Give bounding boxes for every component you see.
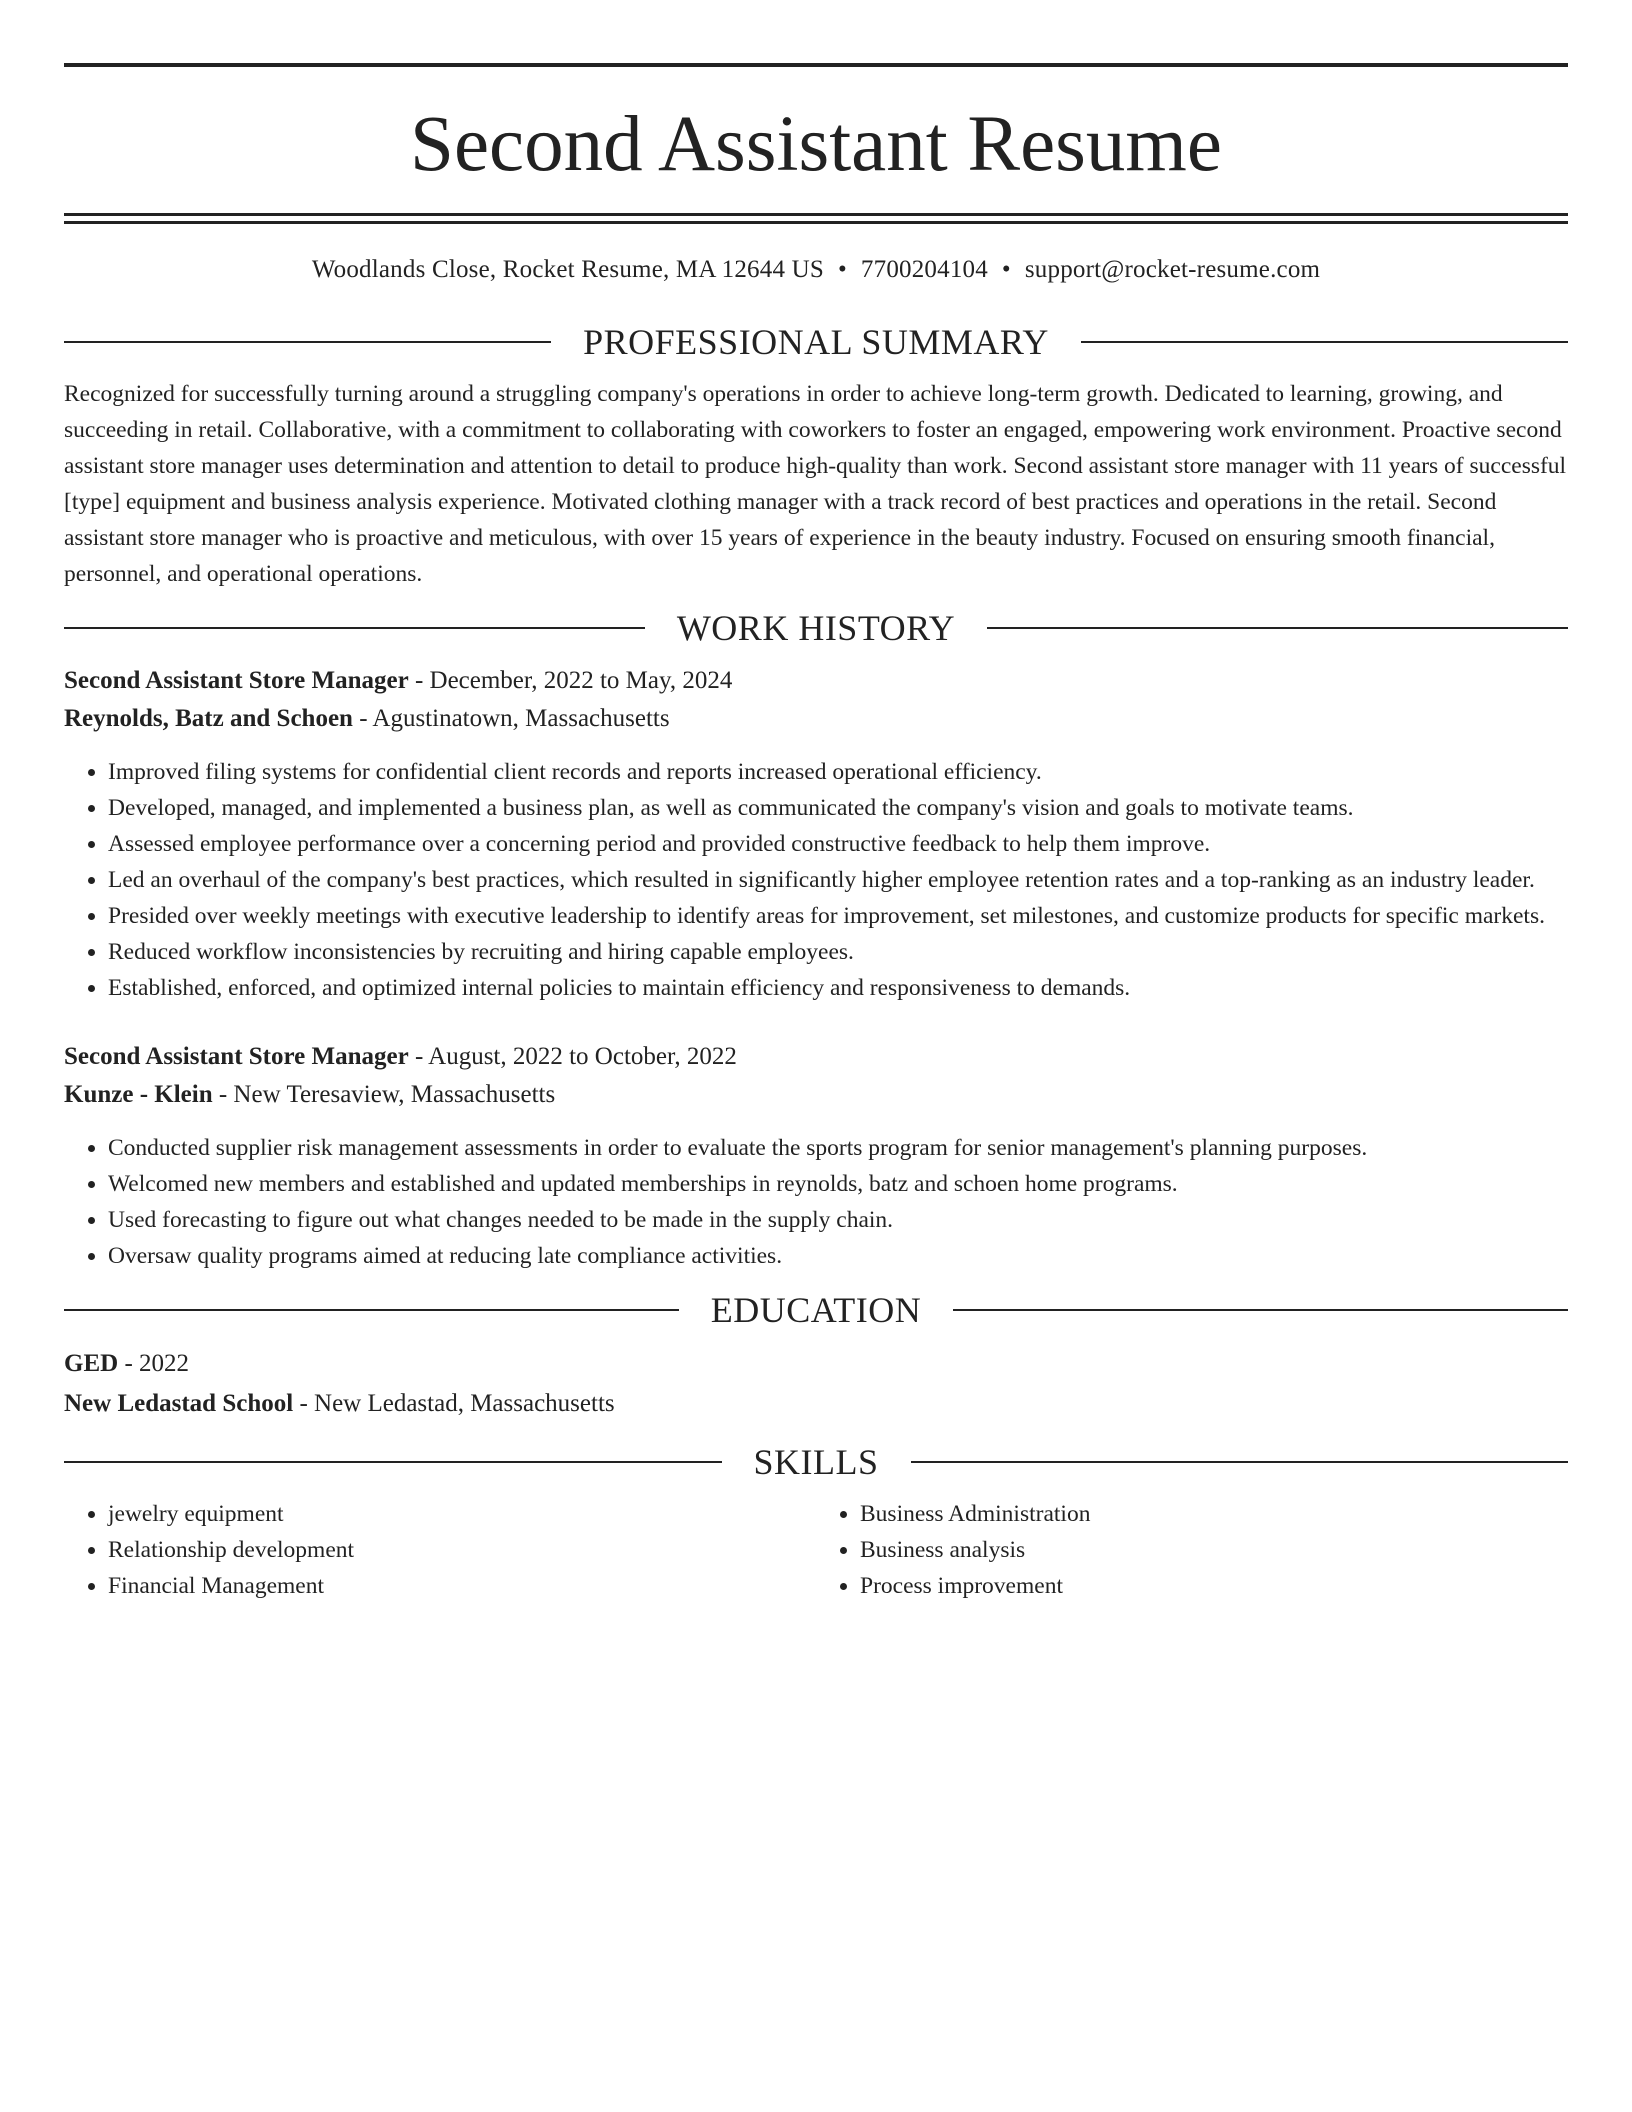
section-header-skills xyxy=(64,1440,1568,1484)
section-rule-left xyxy=(64,1461,722,1463)
list-item: • jewelry equipment xyxy=(108,1496,816,1532)
list-item: • Developed, managed, and implemented a business plan, as well as communicated the company's vision and goals to motivate teams. xyxy=(108,790,1568,826)
job-company-line xyxy=(64,1076,1568,1114)
list-item: • Financial Management xyxy=(108,1568,816,1604)
education-location: - New Ledastad, Massachusetts xyxy=(293,1390,615,1417)
job-role-line xyxy=(64,662,1568,700)
education-year: - 2022 xyxy=(118,1350,190,1377)
title-double-rule xyxy=(64,213,1568,224)
section-title-education: EDUCATION xyxy=(710,1290,922,1330)
list-item: • Assessed employee performance over a concerning period and provided constructive feedback to help them improve. xyxy=(108,826,1568,862)
contact-email: support@rocket-resume.com xyxy=(1024,256,1321,283)
job-role: Second Assistant Store Manager xyxy=(64,1043,409,1070)
section-title-skills: SKILLS xyxy=(753,1442,879,1482)
education-entry xyxy=(64,1344,1568,1424)
section-rule-right xyxy=(1081,341,1568,343)
job-entry xyxy=(64,1038,1568,1274)
skills-grid xyxy=(64,1496,1568,1604)
resume-title: Second Assistant Resume xyxy=(410,101,1222,188)
job-role: Second Assistant Store Manager xyxy=(64,667,409,694)
list-item: • Improved filing systems for confidential client records and reports increased operational efficiency. xyxy=(108,754,1568,790)
section-rule-right xyxy=(953,1309,1568,1311)
education-school-line xyxy=(64,1384,1568,1424)
job-bullet-list xyxy=(64,1130,1568,1274)
list-item: • Process improvement xyxy=(860,1568,1568,1604)
contact-separator: • xyxy=(1001,256,1011,283)
section-rule-right xyxy=(987,627,1568,629)
list-item: • Relationship development xyxy=(108,1532,816,1568)
list-item: • Conducted supplier risk management assessments in order to evaluate the sports program for senior management's planning purposes. xyxy=(108,1130,1568,1166)
job-company-line xyxy=(64,700,1568,738)
job-location: - New Teresaview, Massachusetts xyxy=(212,1081,556,1108)
section-header-education xyxy=(64,1288,1568,1332)
section-rule-left xyxy=(64,341,551,343)
job-company: Reynolds, Batz and Schoen xyxy=(64,705,353,732)
list-item: • Led an overhaul of the company's best practices, which resulted in significantly higher employee retention rates and a top-ranking as an industry leader. xyxy=(108,862,1568,898)
job-entry xyxy=(64,662,1568,1006)
job-bullet-list xyxy=(64,754,1568,1006)
job-dates: - August, 2022 to October, 2022 xyxy=(408,1043,737,1070)
section-header-summary xyxy=(64,320,1568,364)
job-dates: - December, 2022 to May, 2024 xyxy=(408,667,733,694)
contact-separator: • xyxy=(837,256,847,283)
skills-column-left xyxy=(64,1496,816,1604)
education-degree: GED xyxy=(64,1350,119,1377)
list-item: • Business analysis xyxy=(860,1532,1568,1568)
job-role-line xyxy=(64,1038,1568,1076)
section-rule-left xyxy=(64,1309,679,1311)
section-rule-right xyxy=(911,1461,1569,1463)
job-company: Kunze - Klein xyxy=(64,1081,213,1108)
top-rule xyxy=(64,63,1568,67)
list-item: • Presided over weekly meetings with executive leadership to identify areas for improvement, set milestones, and customize products for specific markets. xyxy=(108,898,1568,934)
list-item: • Reduced workflow inconsistencies by recruiting and hiring capable employees. xyxy=(108,934,1568,970)
contact-phone: 7700204104 xyxy=(860,256,988,283)
list-item: • Oversaw quality programs aimed at reducing late compliance activities. xyxy=(108,1238,1568,1274)
education-school: New Ledastad School xyxy=(64,1390,294,1417)
list-item: • Used forecasting to figure out what changes needed to be made in the supply chain. xyxy=(108,1202,1568,1238)
section-title-summary: PROFESSIONAL SUMMARY xyxy=(583,322,1049,362)
summary-text: Recognized for successfully turning around a struggling company's operations in order to achieve long-term growth. Dedicated to learning, growing, and succeeding in retail. Collaborative, with a commitment to collaborating with coworkers to foster an engaged, empowering work environment. Proactive second assistant store manager uses determination and attention to detail to produce high-quality than work. Second assistant store manager with 11 years of successful [type] equipment and business analysis experience. Motivated clothing manager with a track record of best practices and operations in the retail. Second assistant store manager who is proactive and meticulous, with over 15 years of experience in the beauty industry. Focused on ensuring smooth financial, personnel, and operational operations. xyxy=(64,381,1567,587)
job-location: - Agustinatown, Massachusetts xyxy=(352,705,670,732)
list-item: • Business Administration xyxy=(860,1496,1568,1532)
education-degree-line xyxy=(64,1344,1568,1384)
skills-column-right xyxy=(816,1496,1568,1604)
section-rule-left xyxy=(64,627,645,629)
contact-line xyxy=(64,255,1568,285)
section-header-work xyxy=(64,606,1568,650)
list-item: • Established, enforced, and optimized internal policies to maintain efficiency and responsiveness to demands. xyxy=(108,970,1568,1006)
section-title-work: WORK HISTORY xyxy=(676,608,956,648)
contact-address: Woodlands Close, Rocket Resume, MA 12644 US xyxy=(311,256,824,283)
list-item: • Welcomed new members and established and updated memberships in reynolds, batz and schoen home programs. xyxy=(108,1166,1568,1202)
